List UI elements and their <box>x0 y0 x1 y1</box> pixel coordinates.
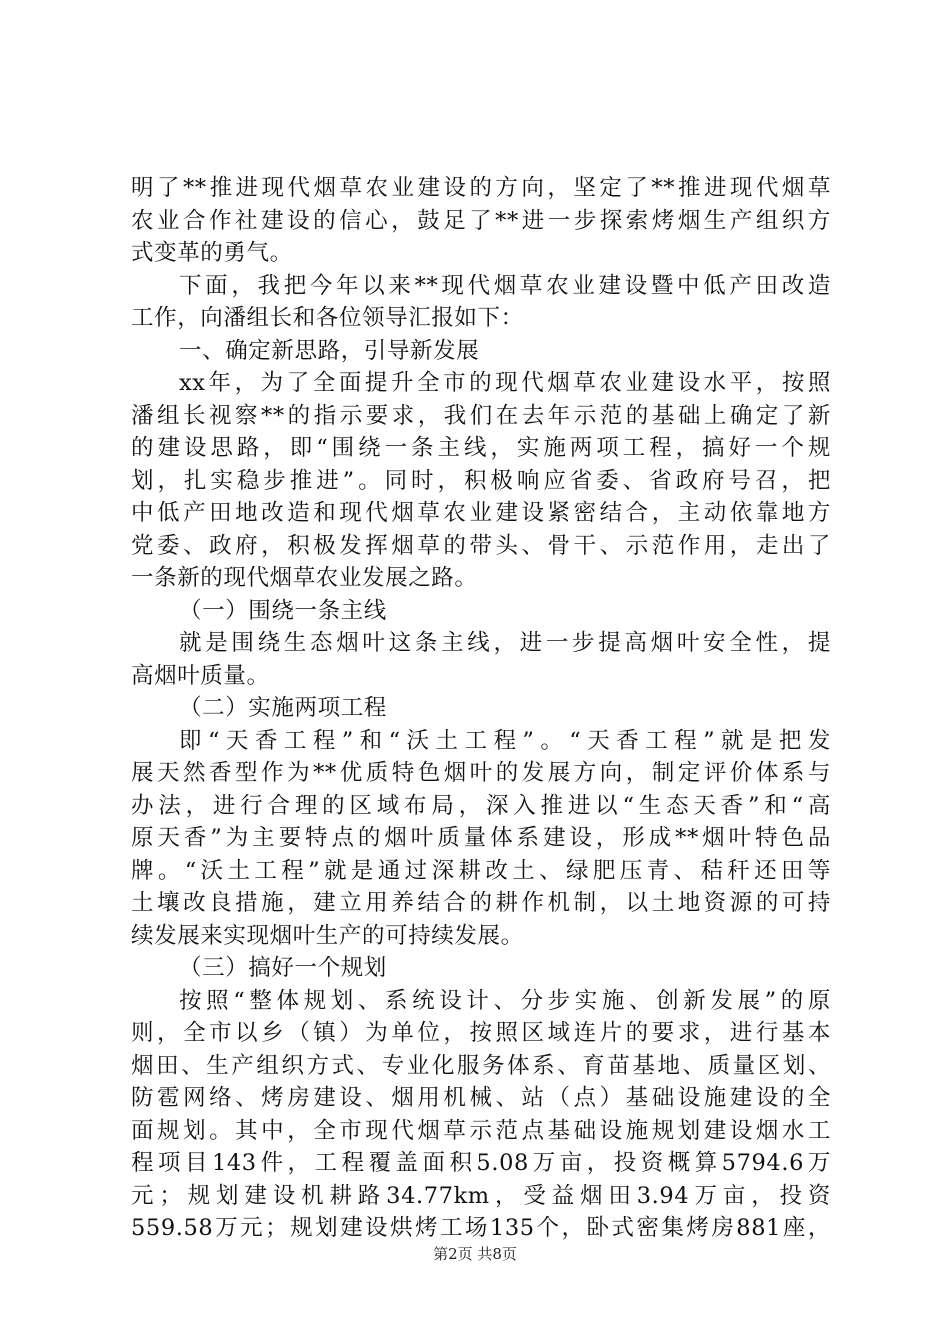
text-line: （三）搞好一个规划 <box>179 955 387 981</box>
text-line: 的建设思路，即“围绕一条主线，实施两项工程，搞好一个规 <box>131 435 831 461</box>
text-line: 一条新的现代烟草农业发展之路。 <box>131 565 478 591</box>
text-line: 程项目143件，工程覆盖面积5.08万亩，投资概算5794.6万 <box>131 1150 831 1176</box>
text-line: 按照“整体规划、系统设计、分步实施、创新发展”的原 <box>179 987 831 1014</box>
text-line: xx年，为了全面提升全市的现代烟草农业建设水平，按照 <box>179 370 831 396</box>
text-line: 办法，进行合理的区域布局，深入推进以“生态天香”和“高 <box>131 792 831 819</box>
text-line: 面规划。其中，全市现代烟草示范点基础设施规划建设烟水工 <box>131 1117 831 1144</box>
text-line: 就是围绕生态烟叶这条主线，进一步提高烟叶安全性，提 <box>179 630 831 656</box>
text-line: 农业合作社建设的信心，鼓足了**进一步探索烤烟生产组织方 <box>131 207 831 234</box>
text-line: 牌。“沃土工程”就是通过深耕改土、绿肥压青、秸秆还田等 <box>131 857 831 884</box>
text-line: 即“天香工程”和“沃土工程”。“天香工程”就是把发 <box>179 727 831 754</box>
text-line: 高烟叶质量。 <box>131 662 270 689</box>
text-line: 559.58万元；规划建设烘烤工场135个，卧式密集烤房881座， <box>131 1215 831 1241</box>
text-line: 防雹网络、烤房建设、烟用机械、站（点）基础设施建设的全 <box>131 1085 831 1111</box>
text-line: 则，全市以乡（镇）为单位，按照区域连片的要求，进行基本 <box>131 1020 831 1046</box>
text-line: （一）围绕一条主线 <box>179 597 387 624</box>
text-line: 中低产田地改造和现代烟草农业建设紧密结合，主动依靠地方 <box>131 500 831 526</box>
text-line: 原天香”为主要特点的烟叶质量体系建设，形成**烟叶特色品 <box>131 825 831 851</box>
text-line: 土壤改良措施，建立用养结合的耕作机制，以土地资源的可持 <box>131 890 831 916</box>
text-line: 展天然香型作为**优质特色烟叶的发展方向，制定评价体系与 <box>131 760 831 786</box>
text-line: 潘组长视察**的指示要求，我们在去年示范的基础上确定了新 <box>131 402 831 429</box>
text-line: 式变革的勇气。 <box>131 240 293 266</box>
text-line: （二）实施两项工程 <box>179 695 387 721</box>
document-body <box>131 172 831 1245</box>
text-line: 一、确定新思路，引导新发展 <box>179 337 480 364</box>
text-line: 明了**推进现代烟草农业建设的方向，坚定了**推进现代烟草 <box>131 175 831 201</box>
text-line: 下面，我把今年以来**现代烟草农业建设暨中低产田改造 <box>179 272 831 299</box>
text-line: 烟田、生产组织方式、专业化服务体系、育苗基地、质量区划、 <box>131 1052 831 1079</box>
page-footer: 第2页 共8页 <box>433 1245 517 1263</box>
text-line: 党委、政府，积极发挥烟草的带头、骨干、示范作用，走出了 <box>131 532 831 559</box>
text-line: 工作，向潘组长和各位领导汇报如下： <box>131 305 524 331</box>
text-line: 续发展来实现烟叶生产的可持续发展。 <box>131 922 524 949</box>
text-line: 元；规划建设机耕路34.77km，受益烟田3.94万亩，投资 <box>131 1182 831 1209</box>
text-line: 划，扎实稳步推进”。同时，积极响应省委、省政府号召，把 <box>131 467 831 494</box>
